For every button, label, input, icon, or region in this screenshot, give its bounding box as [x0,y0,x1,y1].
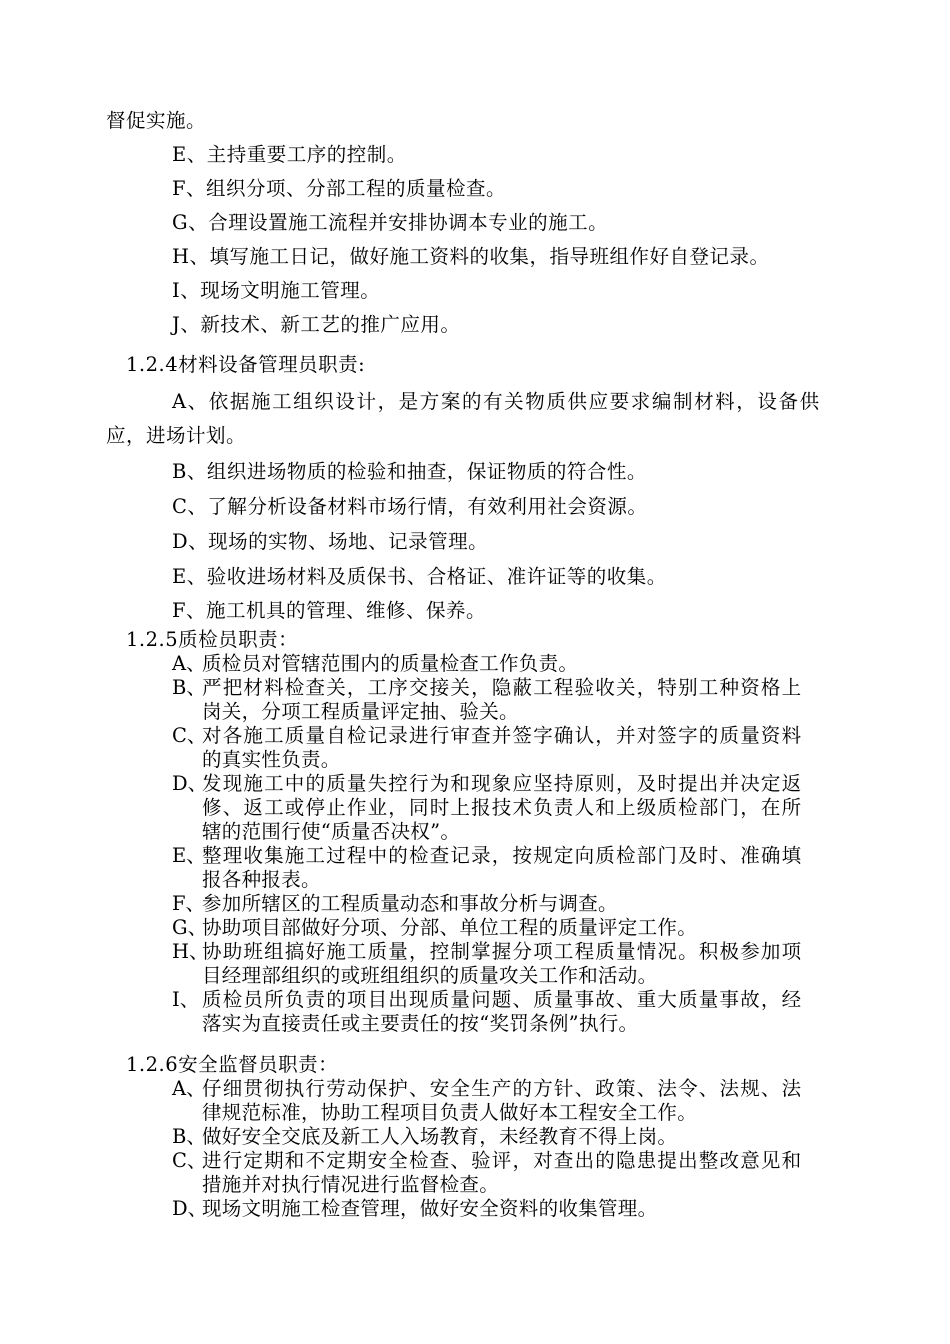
list-item-line: 进行定期和不定期安全检查、验评，对查出的隐患提出整改意见和 [202,1149,803,1172]
list-item: C、了解分析设备材料市场行情，有效利用社会资源。 [172,495,648,518]
list-item-text [202,844,862,892]
list-item [172,916,862,940]
list-item-label: A、 [172,1077,206,1100]
list-item-text [202,988,862,1036]
list-item-line: 目经理部组织的或班组组织的质量攻关工作和活动。 [202,964,658,987]
list-item: I、现场文明施工管理。 [172,279,381,302]
list-item-label: I、 [172,988,200,1011]
list-item-line: 发现施工中的质量失控行为和现象应坚持原则，及时提出并决定返 [202,772,803,795]
list-item-text [202,772,862,844]
list-item-line: 的真实性负责。 [202,748,341,771]
list-item [172,1149,862,1197]
list-item-line: 整理收集施工过程中的检查记录，按规定向质检部门及时、准确填 [202,844,803,867]
list-item-line: 措施并对执行情况进行监督检查。 [202,1173,500,1196]
list-item-label: A、 [172,652,206,675]
list-item: E、验收进场材料及质保书、合格证、准许证等的收集。 [172,565,667,588]
list-item-text [202,892,862,916]
list-item-first-line [172,385,857,419]
list-item-line: 岗关，分项工程质量评定抽、验关。 [202,700,519,723]
list-item-line: 质检员所负责的项目出现质量问题、质量事故、重大质量事故，经 [202,988,803,1011]
list-item-line: 严把材料检查关，工序交接关，隐蔽工程验收关，特别工种资格上 [202,676,803,699]
list-item-text [202,676,862,724]
list-item-line: 质检员对管辖范围内的质量检查工作负责。 [202,652,579,675]
list-item: B、组织进场物质的检验和抽查，保证物质的符合性。 [172,460,647,483]
list-item-label: C、 [172,1149,207,1172]
list-item: G、合理设置施工流程并安排协调本专业的施工。 [172,211,609,234]
list-item-text [202,1125,862,1149]
list-item-line: 现场文明施工检查管理，做好安全资料的收集管理。 [202,1197,658,1220]
list-item [172,1125,862,1149]
list-item-label: D、 [172,1197,208,1220]
list-item-continuation: 应，进场计划。 [106,424,247,447]
list-item: D、现场的实物、场地、记录管理。 [172,530,489,553]
list-item [172,1077,862,1125]
list-item-label: E、 [172,844,206,867]
list-item-text: A、依据施工组织设计，是方案的有关物质供应要求编制材料，设备供 [172,390,821,413]
list-item-line: 对各施工质量自检记录进行审查并签字确认，并对签字的质量资料 [202,724,803,747]
list-item: J、新技术、新工艺的推广应用。 [172,313,461,336]
list-item [172,988,862,1036]
list-item-line: 修、返工或停止作业，同时上报技术负责人和上级质检部门，在所 [202,796,803,819]
list-item: E、主持重要工序的控制。 [172,143,407,166]
list-item [172,844,862,892]
list-item-label: D、 [172,772,208,795]
list-item [172,724,862,772]
list-item-line: 协助项目部做好分项、分部、单位工程的质量评定工作。 [202,916,698,939]
list-item-text [202,724,862,772]
list-item: F、施工机具的管理、维修、保养。 [172,599,487,622]
list-item-line: 做好安全交底及新工人入场教育，未经教育不得上岗。 [202,1125,678,1148]
list-item-text [202,1149,862,1197]
list-item [172,772,862,844]
list-item [172,892,862,916]
list-item-line: 辖的范围行使“质量否决权”。 [202,820,461,843]
list-item: F、组织分项、分部工程的质量检查。 [172,177,507,200]
list-item-label: B、 [172,676,206,699]
list-item [172,940,862,988]
list-item-line: 参加所辖区的工程质量动态和事故分析与调查。 [202,892,618,915]
list-item-text [202,940,862,988]
list-item-line: 落实为直接责任或主要责任的按“奖罚条例”执行。 [202,1012,639,1035]
list-item-label: C、 [172,724,207,747]
paragraph-continuation: 督促实施。 [106,109,207,132]
list-item-text [202,1077,862,1125]
list-item-label: G、 [172,916,208,939]
section-heading: 1.2.6安全监督员职责： [126,1053,339,1076]
list-item: H、填写施工日记，做好施工资料的收集，指导班组作好自登记录。 [172,245,770,268]
list-item-text [202,1197,862,1221]
section-heading: 1.2.5质检员职责： [126,628,299,651]
list-item-label: F、 [172,892,206,915]
list-item-text [202,916,862,940]
list-item-text [202,652,862,676]
list-item-line: 律规范标准，协助工程项目负责人做好本工程安全工作。 [202,1101,698,1124]
section-heading: 1.2.4材料设备管理员职责: [126,353,366,376]
list-item [172,652,862,676]
list-item-line: 报各种报表。 [202,868,321,891]
list-item-line: 协助班组搞好施工质量，控制掌握分项工程质量情况。积极参加项 [202,940,803,963]
list-item [172,676,862,724]
list-item-label: H、 [172,940,209,963]
list-item [172,1197,862,1221]
list-item-label: B、 [172,1125,206,1148]
list-item-line: 仔细贯彻执行劳动保护、安全生产的方针、政策、法令、法规、法 [202,1077,803,1100]
